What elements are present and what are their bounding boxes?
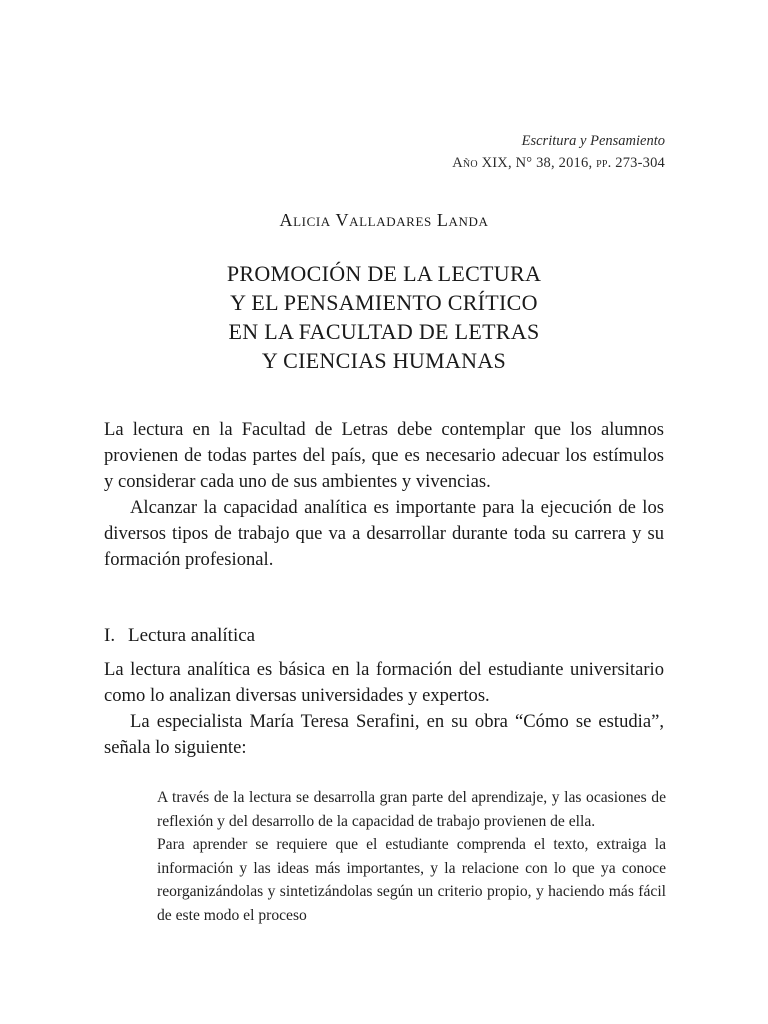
title-line: Y CIENCIAS HUMANAS — [261, 348, 507, 373]
section-heading — [104, 623, 255, 649]
title-line: PROMOCIÓN DE LA LECTURA — [226, 261, 542, 286]
quote-paragraph: Para aprender se requiere que el estudiante comprenda el texto, extraiga la información y las ideas más importantes, y la relacione con lo que ya conoce reorganizándolas y sintetizándolas según un criterio propio, y haciendo más fácil de este modo el proceso — [157, 836, 666, 924]
intro-text — [104, 417, 664, 573]
paragraph: La especialista María Teresa Serafini, en su obra “Cómo se estudia”, señala lo siguiente: — [104, 711, 664, 758]
quote-paragraph: A través de la lectura se desarrolla gran parte del aprendizaje, y las ocasiones de reflexión y del desarrollo de la capacidad de trabajo provienen de ella. — [157, 789, 666, 830]
article-title — [0, 259, 768, 375]
title-line: EN LA FACULTAD DE LETRAS — [228, 319, 540, 344]
block-quote — [157, 786, 666, 927]
paragraph: La lectura analítica es básica en la formación del estudiante universitario como lo analizan diversas universidades y expertos. — [104, 659, 664, 706]
title-line: Y EL PENSAMIENTO CRÍTICO — [230, 290, 538, 315]
journal-name: Escritura y Pensamiento — [521, 133, 665, 149]
section-text — [104, 657, 664, 761]
paragraph: Alcanzar la capacidad analítica es importante para la ejecución de los diversos tipos de trabajo que va a desarrollar durante toda su carrera y su formación profesional. — [104, 497, 664, 570]
journal-header — [452, 130, 665, 174]
paragraph: La lectura en la Facultad de Letras debe contemplar que los alumnos provienen de todas partes del país, que es necesario adecuar los estímulos y considerar cada uno de sus ambientes y vivencias. — [104, 419, 664, 492]
section-title: Lectura analítica — [128, 625, 256, 646]
article-author: Alicia Valladares Landa — [279, 210, 489, 230]
section-number: I. — [104, 625, 116, 646]
journal-issue: Año XIX, N° 38, 2016, pp. 273-304 — [452, 155, 665, 171]
